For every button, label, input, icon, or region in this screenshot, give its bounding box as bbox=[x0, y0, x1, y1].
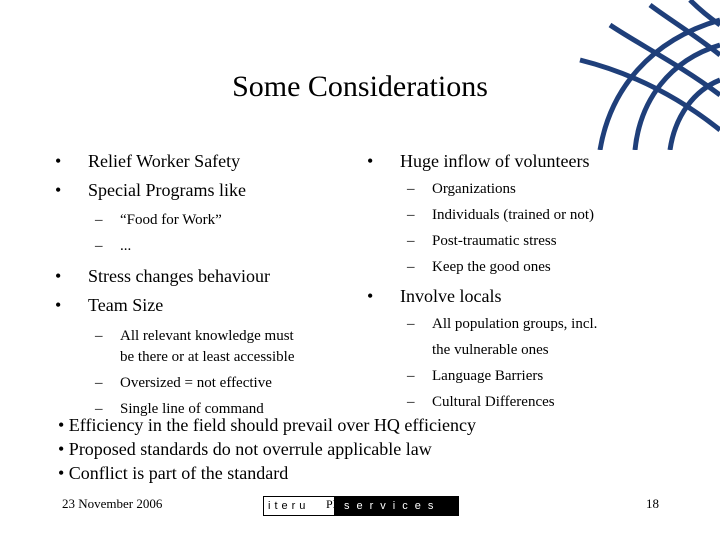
sub-bullet-text: All population groups, incl. bbox=[432, 316, 598, 332]
bullet-marker: • bbox=[55, 180, 62, 200]
bullet-item bbox=[55, 176, 295, 205]
sub-bullet-item bbox=[367, 254, 597, 280]
slide-title: Some Considerations bbox=[232, 70, 488, 103]
dash-marker: – bbox=[407, 259, 415, 275]
logo-left-text bbox=[264, 497, 344, 515]
logo-right-text: services bbox=[334, 497, 458, 515]
dash-marker: – bbox=[95, 212, 103, 228]
sub-bullet-text: Language Barriers bbox=[432, 368, 544, 384]
bullet-text: Involve locals bbox=[400, 286, 502, 306]
bullet-marker: • bbox=[367, 286, 374, 306]
sub-bullet-text: Keep the good ones bbox=[432, 259, 551, 275]
sub-bullet-text: All relevant knowledge must bbox=[120, 328, 294, 344]
sub-bullet-text: Cultural Differences bbox=[432, 394, 555, 410]
sub-bullet-item bbox=[367, 202, 597, 228]
iterum-services-logo bbox=[263, 496, 459, 516]
sub-bullet-item bbox=[55, 370, 295, 396]
sub-bullet-text-continued: be there or at least accessible bbox=[120, 349, 295, 365]
sub-bullet-text: Individuals (trained or not) bbox=[432, 207, 595, 223]
bottom-point: • Conflict is part of the standard bbox=[58, 463, 289, 483]
dash-marker: – bbox=[407, 316, 415, 332]
bullet-marker: • bbox=[367, 151, 374, 171]
bullet-item bbox=[55, 262, 295, 291]
bullet-item bbox=[55, 147, 295, 176]
sub-bullet-item bbox=[55, 207, 295, 233]
left-column bbox=[55, 147, 295, 422]
dash-marker: – bbox=[95, 238, 103, 254]
bottom-point: • Proposed standards do not overrule applicable law bbox=[58, 439, 432, 459]
dash-marker: – bbox=[407, 207, 415, 223]
bullet-text: Huge inflow of volunteers bbox=[400, 151, 590, 171]
dash-marker: – bbox=[407, 181, 415, 197]
bullet-text: Stress changes behaviour bbox=[88, 266, 270, 286]
bullet-text: Team Size bbox=[88, 295, 164, 315]
footer-date: 23 November 2006 bbox=[62, 496, 163, 511]
bullet-text: Special Programs like bbox=[88, 180, 246, 200]
bullet-item bbox=[367, 147, 597, 176]
bullet-marker: • bbox=[55, 266, 62, 286]
sub-bullet-item bbox=[367, 389, 597, 415]
sub-bullet-text: Oversized = not effective bbox=[120, 375, 272, 391]
bottom-point: • Efficiency in the field should prevail over HQ efficiency bbox=[58, 415, 476, 435]
page-number: 18 bbox=[646, 496, 659, 511]
bullet-marker: • bbox=[55, 151, 62, 171]
sub-bullet-item bbox=[367, 363, 597, 389]
logo-left-word: iteru bbox=[268, 500, 310, 512]
dash-marker: – bbox=[95, 401, 103, 417]
sub-bullet-text: Post-traumatic stress bbox=[432, 233, 557, 249]
dash-marker: – bbox=[407, 368, 415, 384]
sub-bullet-item bbox=[55, 233, 295, 259]
sub-bullet-text: Organizations bbox=[432, 181, 516, 197]
bullet-marker: • bbox=[55, 295, 62, 315]
sub-bullet-text: ... bbox=[120, 238, 132, 254]
sub-bullet-text: “Food for Work” bbox=[120, 212, 222, 228]
sub-bullet-item bbox=[55, 326, 295, 368]
sub-bullet-item bbox=[367, 228, 597, 254]
sub-bullet-text-continued: the vulnerable ones bbox=[432, 342, 549, 358]
logo-pm-text: PM bbox=[326, 497, 344, 511]
dash-marker: – bbox=[95, 328, 103, 344]
bullet-item bbox=[55, 291, 295, 320]
bullet-text: Relief Worker Safety bbox=[88, 151, 241, 171]
bottom-points bbox=[58, 413, 476, 485]
dash-marker: – bbox=[95, 375, 103, 391]
sub-bullet-text: Single line of command bbox=[120, 401, 264, 417]
dash-marker: – bbox=[407, 394, 415, 410]
dash-marker: – bbox=[407, 233, 415, 249]
right-column bbox=[367, 147, 597, 415]
bullet-item bbox=[367, 282, 597, 311]
sub-bullet-item bbox=[367, 176, 597, 202]
sub-bullet-item bbox=[367, 311, 597, 363]
